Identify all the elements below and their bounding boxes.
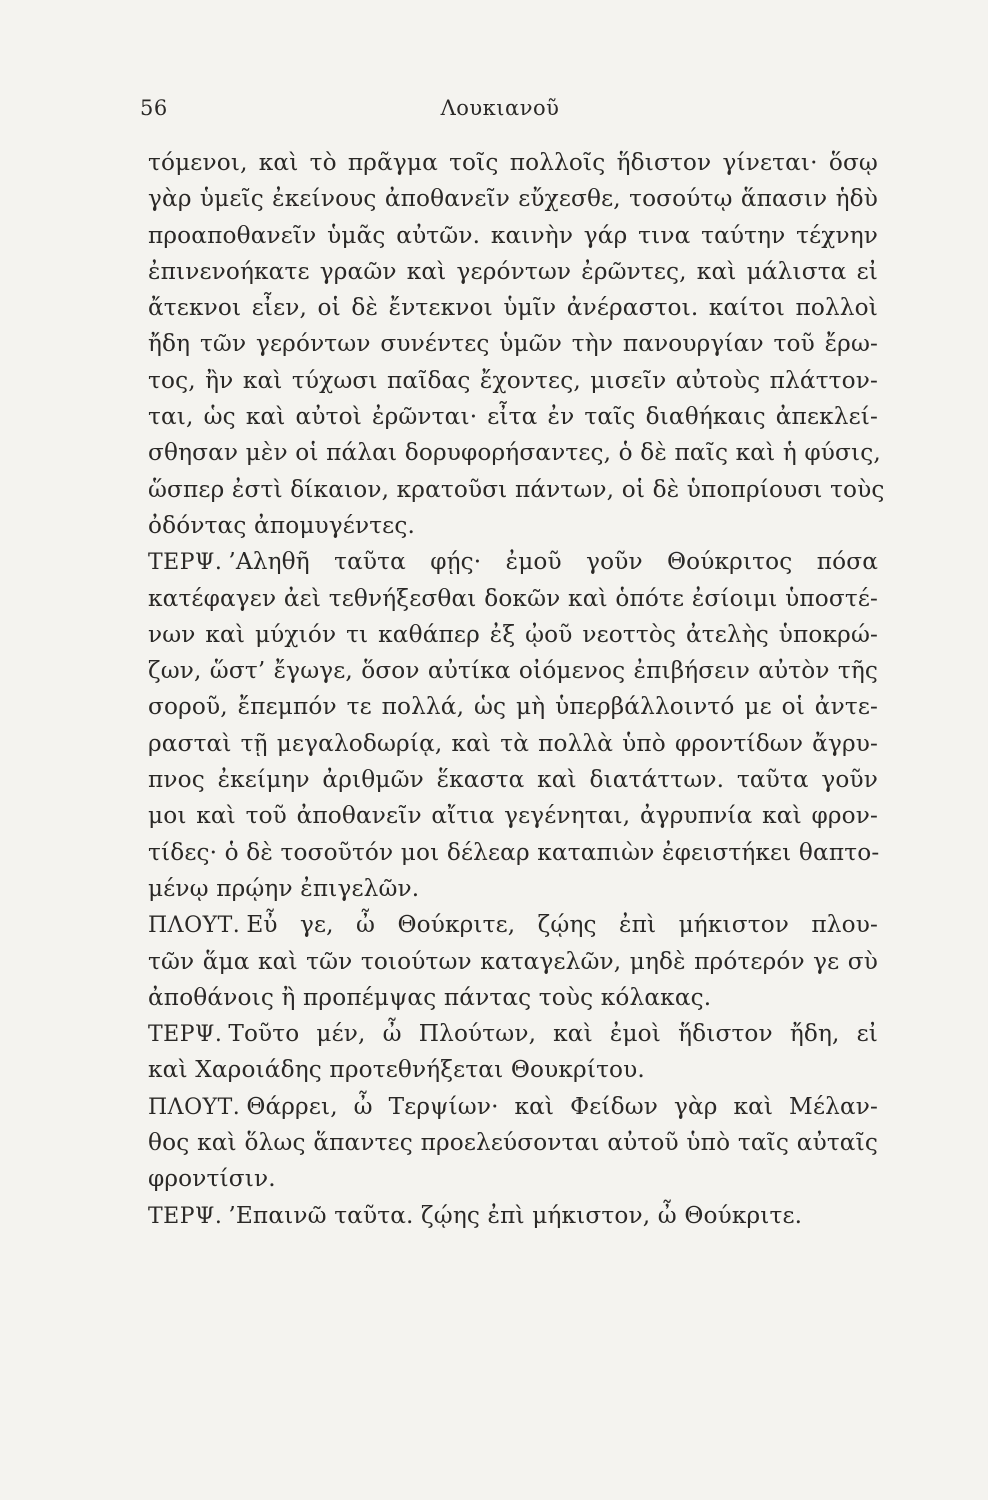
text-line bbox=[148, 689, 878, 725]
line-text: κατέφαγεν ἀεὶ τεθνήξεσθαι δοκῶν καὶ ὁπότε ἐσίοιμι ὑποστέ- bbox=[148, 584, 878, 612]
text-line bbox=[148, 472, 885, 508]
running-title: Λουκιανοῦ bbox=[440, 96, 560, 120]
page-number: 56 bbox=[140, 96, 168, 120]
speaker-name: ΠΛΟΥΤ. bbox=[148, 1094, 241, 1120]
line-text: καὶ Χαροιάδης προτεθνήξεται Θουκρίτου. bbox=[148, 1056, 645, 1084]
page-header bbox=[140, 96, 860, 132]
line-text: φροντίσιν. bbox=[148, 1165, 276, 1193]
speaker-name: ΤΕΡΨ. bbox=[148, 1022, 223, 1048]
text-line bbox=[148, 181, 878, 217]
line-text: ἤδη τῶν γερόντων συνέντες ὑμῶν τὴν πανουργίαν τοῦ ἔρω- bbox=[148, 330, 878, 358]
text-line bbox=[148, 399, 878, 435]
text-line bbox=[148, 435, 881, 471]
line-text: ρασταὶ τῇ μεγαλοδωρίᾳ, καὶ τὰ πολλὰ ὑπὸ φροντίδων ἄγρυ- bbox=[148, 729, 878, 757]
line-text: Τοῦτο μέν, ὦ Πλούτων, καὶ ἐμοὶ ἥδιστον ἤδη, εἰ bbox=[228, 1020, 878, 1048]
line-text: ὀδόντας ἀπομυγέντες. bbox=[148, 511, 416, 539]
text-line bbox=[148, 218, 878, 254]
text-line bbox=[148, 1125, 878, 1161]
line-text: σθησαν μὲν οἱ πάλαι δορυφορήσαντες, ὁ δὲ παῖς καὶ ἡ φύσις, bbox=[148, 439, 881, 467]
line-text: γὰρ ὑμεῖς ἐκείνους ἀποθανεῖν εὔχεσθε, τοσούτῳ ἅπασιν ἡδὺ bbox=[148, 185, 878, 213]
line-text: Θάρρει, ὦ Τερψίων· καὶ Φείδων γὰρ καὶ Μέλαν- bbox=[246, 1092, 878, 1120]
line-text: μένῳ πρῴην ἐπιγελῶν. bbox=[148, 874, 420, 902]
text-line bbox=[148, 326, 878, 362]
speaker-line bbox=[148, 1198, 878, 1234]
line-text: θος καὶ ὅλως ἅπαντες προελεύσονται αὐτοῦ ὑπὸ ταῖς αὐταῖς bbox=[148, 1129, 878, 1157]
line-text: ἄτεκνοι εἶεν, οἱ δὲ ἔντεκνοι ὑμῖν ἀνέραστοι. καίτοι πολλοὶ bbox=[148, 294, 878, 322]
speaker-name: ΤΕΡΨ. bbox=[148, 1203, 223, 1229]
text-line bbox=[148, 798, 878, 834]
text-line bbox=[148, 581, 878, 617]
line-text: τος, ἢν καὶ τύχωσι παῖδας ἔχοντες, μισεῖν αὐτοὺς πλάττον- bbox=[148, 366, 878, 394]
speaker-line bbox=[148, 544, 878, 580]
line-text: τῶν ἅμα καὶ τῶν τοιούτων καταγελῶν, μηδὲ πρότερόν γε σὺ bbox=[148, 947, 878, 975]
text-line bbox=[148, 290, 878, 326]
text-line bbox=[148, 944, 878, 980]
line-text: τίδες· ὁ δὲ τοσοῦτόν μοι δέλεαρ καταπιὼν ἐφειστήκει θαπτο- bbox=[148, 838, 880, 866]
text-line bbox=[148, 653, 878, 689]
text-line bbox=[148, 835, 878, 871]
line-text: ’Αληθῆ ταῦτα φῄς· ἐμοῦ γοῦν Θούκριτος πόσα bbox=[228, 548, 878, 576]
line-text: προαποθανεῖν ὑμᾶς αὐτῶν. καινὴν γάρ τινα ταύτην τέχνην bbox=[148, 221, 878, 249]
body-text bbox=[148, 145, 885, 1234]
text-line bbox=[148, 363, 878, 399]
text-line bbox=[148, 254, 878, 290]
line-text: ἐπινενοήκατε γραῶν καὶ γερόντων ἐρῶντες, καὶ μάλιστα εἰ bbox=[148, 257, 878, 285]
text-line bbox=[148, 508, 878, 544]
line-text: Εὖ γε, ὦ Θούκριτε, ζῴης ἐπὶ μήκιστον πλου- bbox=[246, 911, 878, 939]
line-text: μοι καὶ τοῦ ἀποθανεῖν αἴτια γεγένηται, ἀγρυπνία καὶ φρον- bbox=[148, 802, 878, 830]
speaker-line bbox=[148, 1089, 878, 1125]
line-text: νων καὶ μύχιόν τι καθάπερ ἐξ ᾠοῦ νεοττὸς ἀτελὴς ὑποκρώ- bbox=[148, 620, 878, 648]
text-line bbox=[148, 980, 878, 1016]
speaker-name: ΠΛΟΥΤ. bbox=[148, 913, 241, 939]
line-text: ζων, ὥστ’ ἔγωγε, ὅσον αὐτίκα οἰόμενος ἐπιβήσειν αὐτὸν τῆς bbox=[148, 657, 878, 685]
text-line bbox=[148, 1052, 878, 1088]
line-text: τόμενοι, καὶ τὸ πρᾶγμα τοῖς πολλοῖς ἥδιστον γίνεται· ὅσῳ bbox=[148, 149, 878, 176]
speaker-line bbox=[148, 907, 878, 943]
line-text: ὥσπερ ἐστὶ δίκαιον, κρατοῦσι πάντων, οἱ δὲ ὑποπρίουσι τοὺς bbox=[148, 475, 885, 503]
line-text: ἀποθάνοις ἢ προπέμψας πάντας τοὺς κόλακας. bbox=[148, 983, 712, 1011]
text-line bbox=[148, 762, 878, 798]
text-line bbox=[148, 726, 878, 762]
line-text: ’Επαινῶ ταῦτα. ζῴης ἐπὶ μήκιστον, ὦ Θούκριτε. bbox=[228, 1201, 803, 1229]
speaker-name: ΤΕΡΨ. bbox=[148, 550, 223, 576]
line-text: πνος ἐκείμην ἀριθμῶν ἕκαστα καὶ διατάττων. ταῦτα γοῦν bbox=[148, 766, 878, 794]
text-line bbox=[148, 1161, 878, 1197]
text-line bbox=[148, 145, 878, 181]
line-text: σοροῦ, ἔπεμπόν τε πολλά, ὡς μὴ ὑπερβάλλοιντό με οἱ ἀντε- bbox=[148, 693, 878, 721]
speaker-line bbox=[148, 1016, 878, 1052]
text-line bbox=[148, 617, 878, 653]
line-text: ται, ὡς καὶ αὐτοὶ ἐρῶνται· εἶτα ἐν ταῖς διαθήκαις ἀπεκλεί- bbox=[148, 403, 878, 431]
text-line bbox=[148, 871, 878, 907]
